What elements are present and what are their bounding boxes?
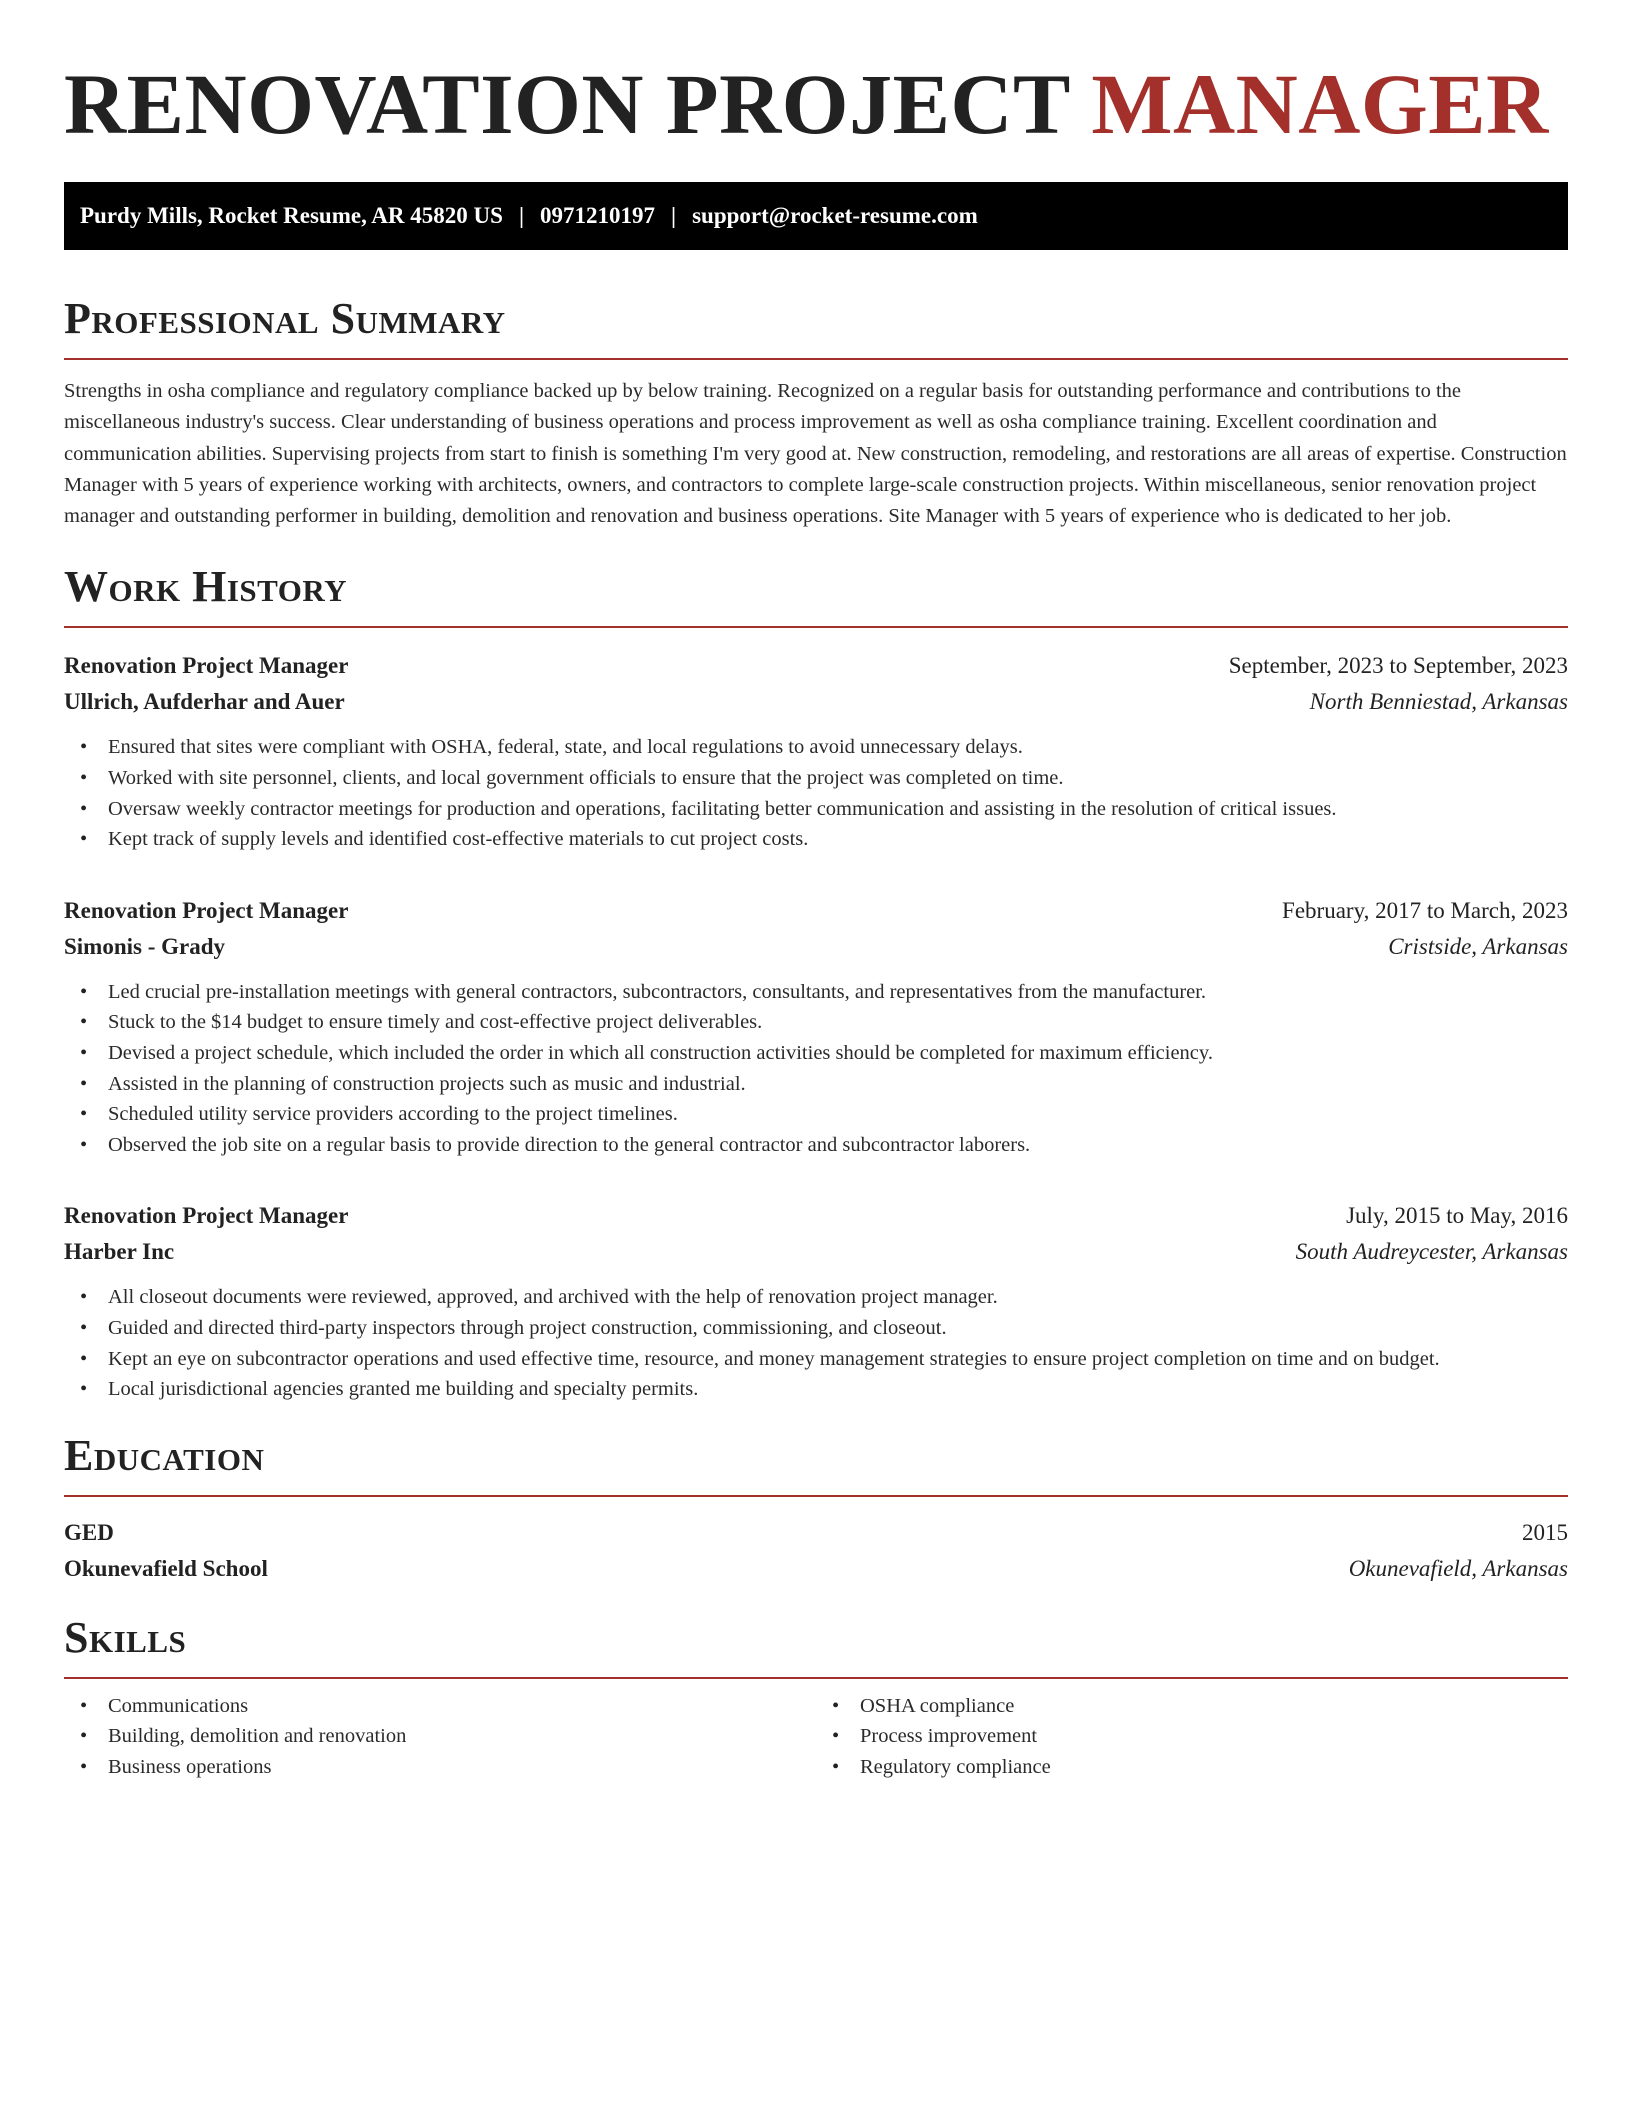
job-title: Renovation Project Manager (64, 897, 349, 923)
skill-item: • Communications (64, 1691, 816, 1722)
section-divider (64, 626, 1568, 628)
job-dates: February, 2017 to March, 2023 (1282, 897, 1568, 923)
job-bullets (64, 1282, 1568, 1404)
contact-bar (64, 182, 1568, 250)
education-school-row (64, 1551, 1568, 1587)
education-degree-row (64, 1515, 1568, 1551)
summary-text: Strengths in osha compliance and regulatory compliance backed up by below training. Recognized on a regular basis for outstanding performance and contributions to the miscellaneous industry's success. Clear understanding of business operations and process improvement as well as osha compliance training. Excellent coordination and communication abilities. Supervising projects from start to finish is something I'm very good at. New construction, remodeling, and restorations are all areas of expertise. Construction Manager with 5 years of experience working with architects, owners, and contractors to complete large-scale construction projects. Within miscellaneous, senior renovation project manager and outstanding performer in building, demolition and renovation and business operations. Site Manager with 5 years of experience who is dedicated to her job. (64, 380, 1567, 528)
job-title: Renovation Project Manager (64, 653, 349, 679)
education-heading: Education (64, 1430, 265, 1480)
skill-item: • OSHA compliance (816, 1691, 1568, 1722)
education-degree: GED (64, 1519, 114, 1545)
section-divider (64, 1677, 1568, 1679)
skill-item: • Process improvement (816, 1721, 1568, 1752)
job-company-row (64, 1234, 1568, 1270)
skill-item: • Regulatory compliance (816, 1752, 1568, 1783)
section-divider (64, 358, 1568, 360)
job-bullet: • Guided and directed third-party inspectors through project construction, commissioning, and closeout. (64, 1313, 1568, 1344)
contact-email: support@rocket-resume.com (692, 203, 978, 228)
section-divider (64, 1495, 1568, 1497)
job-location: North Benniestad, Arkansas (1309, 689, 1568, 715)
contact-phone: 0971210197 (540, 203, 656, 228)
skills-list-right (816, 1691, 1568, 1783)
job-dates: September, 2023 to September, 2023 (1228, 653, 1568, 679)
job-company: Ullrich, Aufderhar and Auer (64, 689, 345, 715)
job-title-row (64, 893, 1568, 929)
title-accent: MANAGER (1091, 56, 1549, 152)
job-title-row (64, 648, 1568, 684)
job-company-row (64, 684, 1568, 720)
resume-title (64, 0, 1568, 152)
skills-columns (64, 1691, 1568, 1783)
job-dates: July, 2015 to May, 2016 (1346, 1203, 1568, 1229)
skill-item: • Building, demolition and renovation (64, 1721, 816, 1752)
job-title: Renovation Project Manager (64, 1203, 349, 1229)
job-title-row (64, 1198, 1568, 1234)
contact-separator: | (518, 203, 525, 228)
job-location: South Audreycester, Arkansas (1295, 1239, 1568, 1265)
work-history-heading: Work History (64, 562, 348, 612)
job-bullets (64, 977, 1568, 1161)
job-bullet: • Led crucial pre-installation meetings with general contractors, subcontractors, consultants, and representatives from the manufacturer. (64, 977, 1568, 1008)
job-bullet: • All closeout documents were reviewed, approved, and archived with the help of renovation project manager. (64, 1282, 1568, 1313)
job-bullet: • Kept an eye on subcontractor operations and used effective time, resource, and money management strategies to ensure project completion on time and on budget. (64, 1344, 1568, 1375)
education-entry (64, 1515, 1568, 1587)
contact-address: Purdy Mills, Rocket Resume, AR 45820 US (80, 203, 503, 228)
job-company-row (64, 929, 1568, 965)
title-main: RENOVATION PROJECT (64, 56, 1070, 152)
job-bullet: • Ensured that sites were compliant with OSHA, federal, state, and local regulations to avoid unnecessary delays. (64, 732, 1568, 763)
skills-heading: Skills (64, 1612, 187, 1662)
job-bullet: • Scheduled utility service providers according to the project timelines. (64, 1099, 1568, 1130)
job-entry (64, 1198, 1568, 1404)
education-location: Okunevafield, Arkansas (1348, 1555, 1568, 1581)
job-bullet: • Assisted in the planning of construction projects such as music and industrial. (64, 1069, 1568, 1100)
job-bullets (64, 732, 1568, 854)
job-bullet: • Stuck to the $14 budget to ensure timely and cost-effective project deliverables. (64, 1007, 1568, 1038)
job-bullet: • Worked with site personnel, clients, and local government officials to ensure that the project was completed on time. (64, 763, 1568, 794)
job-bullet: • Oversaw weekly contractor meetings for production and operations, facilitating better communication and assisting in the resolution of critical issues. (64, 794, 1568, 825)
job-bullet: • Devised a project schedule, which included the order in which all construction activities should be completed for maximum efficiency. (64, 1038, 1568, 1069)
job-location: Cristside, Arkansas (1388, 933, 1568, 959)
contact-separator: | (671, 203, 677, 228)
summary-heading: Professional Summary (64, 294, 506, 343)
education-year: 2015 (1522, 1519, 1568, 1545)
skills-list-left (64, 1691, 816, 1783)
job-bullet: • Local jurisdictional agencies granted me building and specialty permits. (64, 1374, 1568, 1405)
job-company: Simonis - Grady (64, 933, 226, 959)
job-entry (64, 893, 1568, 1161)
job-company: Harber Inc (64, 1239, 175, 1265)
job-entry (64, 648, 1568, 854)
job-bullet: • Observed the job site on a regular basis to provide direction to the general contractor and subcontractor laborers. (64, 1130, 1568, 1161)
job-bullet: • Kept track of supply levels and identified cost-effective materials to cut project costs. (64, 824, 1568, 855)
education-school: Okunevafield School (64, 1555, 268, 1581)
skill-item: • Business operations (64, 1752, 816, 1783)
